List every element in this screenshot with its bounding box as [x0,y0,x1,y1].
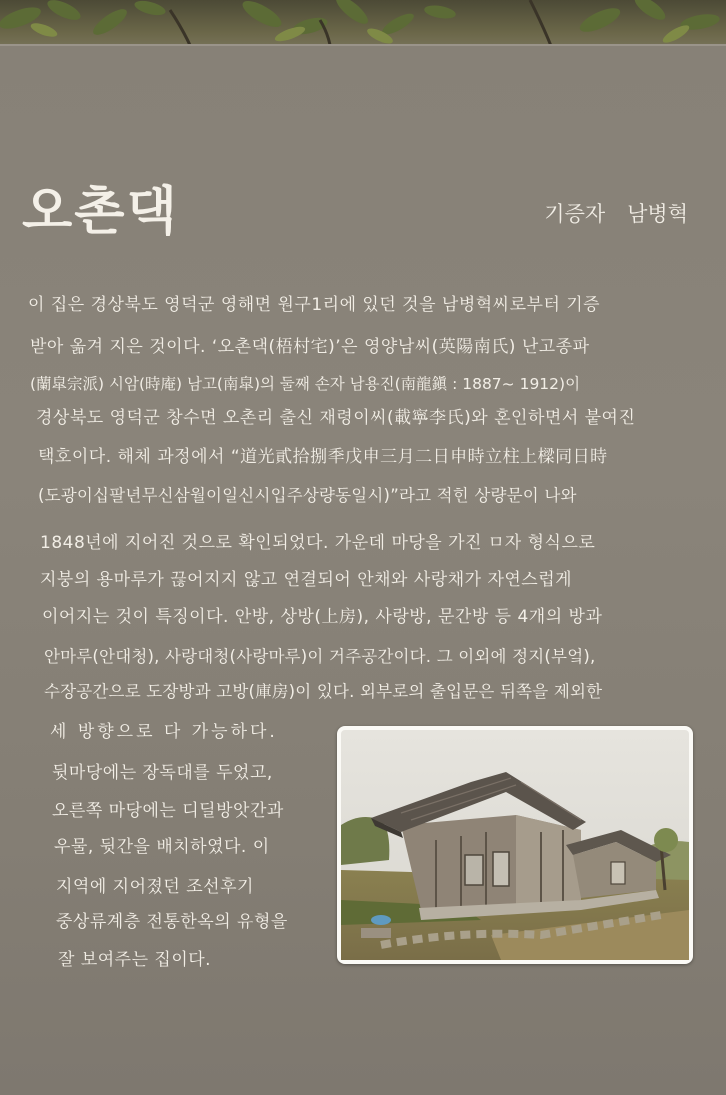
hanok-photo [337,726,693,964]
body-line-17: 중상류계층 전통한옥의 유형을 [56,912,288,932]
body-line-18: 잘 보여주는 집이다. [58,950,212,970]
donor-name: 남병혁 [627,202,688,226]
donor-credit [544,204,688,225]
body-line-16: 지역에 지어졌던 조선후기 [56,877,254,897]
body-line-14: 오른쪽 마당에는 디딜방앗간과 [52,801,284,821]
body-line-12: 세 방향으로 다 가능하다. [50,722,278,742]
body-line-2: 받아 옮겨 지은 것이다. ‘오촌댁(梧村宅)’은 영양남씨(英陽南氏) 난고종파 [30,337,590,357]
donor-label: 기증자 [544,202,606,226]
body-line-8: 지붕의 용마루가 끊어지지 않고 연결되어 안채와 사랑채가 자연스럽게 [40,570,573,590]
body-line-5: 택호이다. 해체 과정에서 “道光貳拾捌秊戊申三月二日申時立柱上樑同日時 [38,447,608,467]
body-line-11: 수장공간으로 도장방과 고방(庫房)이 있다. 외부로의 출입문은 뒤쪽을 제외한 [44,682,603,701]
body-line-7: 1848년에 지어진 것으로 확인되었다. 가운데 마당을 가진 ㅁ자 형식으로 [40,533,596,553]
sign-title: 오촌댁 [22,182,179,242]
body-line-3: (蘭皐宗派) 시암(時庵) 남고(南皐)의 둘째 손자 남용진(南龍鎭 : 1887~ 1912)이 [30,375,581,393]
body-line-6: (도광이십팔년무신삼월이일신시입주상량동일시)”라고 적힌 상량문이 나와 [38,486,577,505]
body-line-15: 우물, 뒷간을 배치하였다. 이 [54,837,270,857]
body-line-9: 이어지는 것이 특징이다. 안방, 상방(上房), 사랑방, 문간방 등 4개의 방과 [42,607,603,627]
hanok-house-image [341,730,689,960]
body-line-13: 뒷마당에는 장독대를 두었고, [52,763,273,783]
body-line-1: 이 집은 경상북도 영덕군 영해면 원구1리에 있던 것을 남병혁씨로부터 기증 [28,295,601,315]
body-line-4: 경상북도 영덕군 창수면 오촌리 출신 재령이씨(載寧李氏)와 혼인하면서 붙여진 [36,408,636,428]
body-line-10: 안마루(안대청), 사랑대청(사랑마루)이 거주공간이다. 그 이외에 정지(부엌), [44,647,596,666]
